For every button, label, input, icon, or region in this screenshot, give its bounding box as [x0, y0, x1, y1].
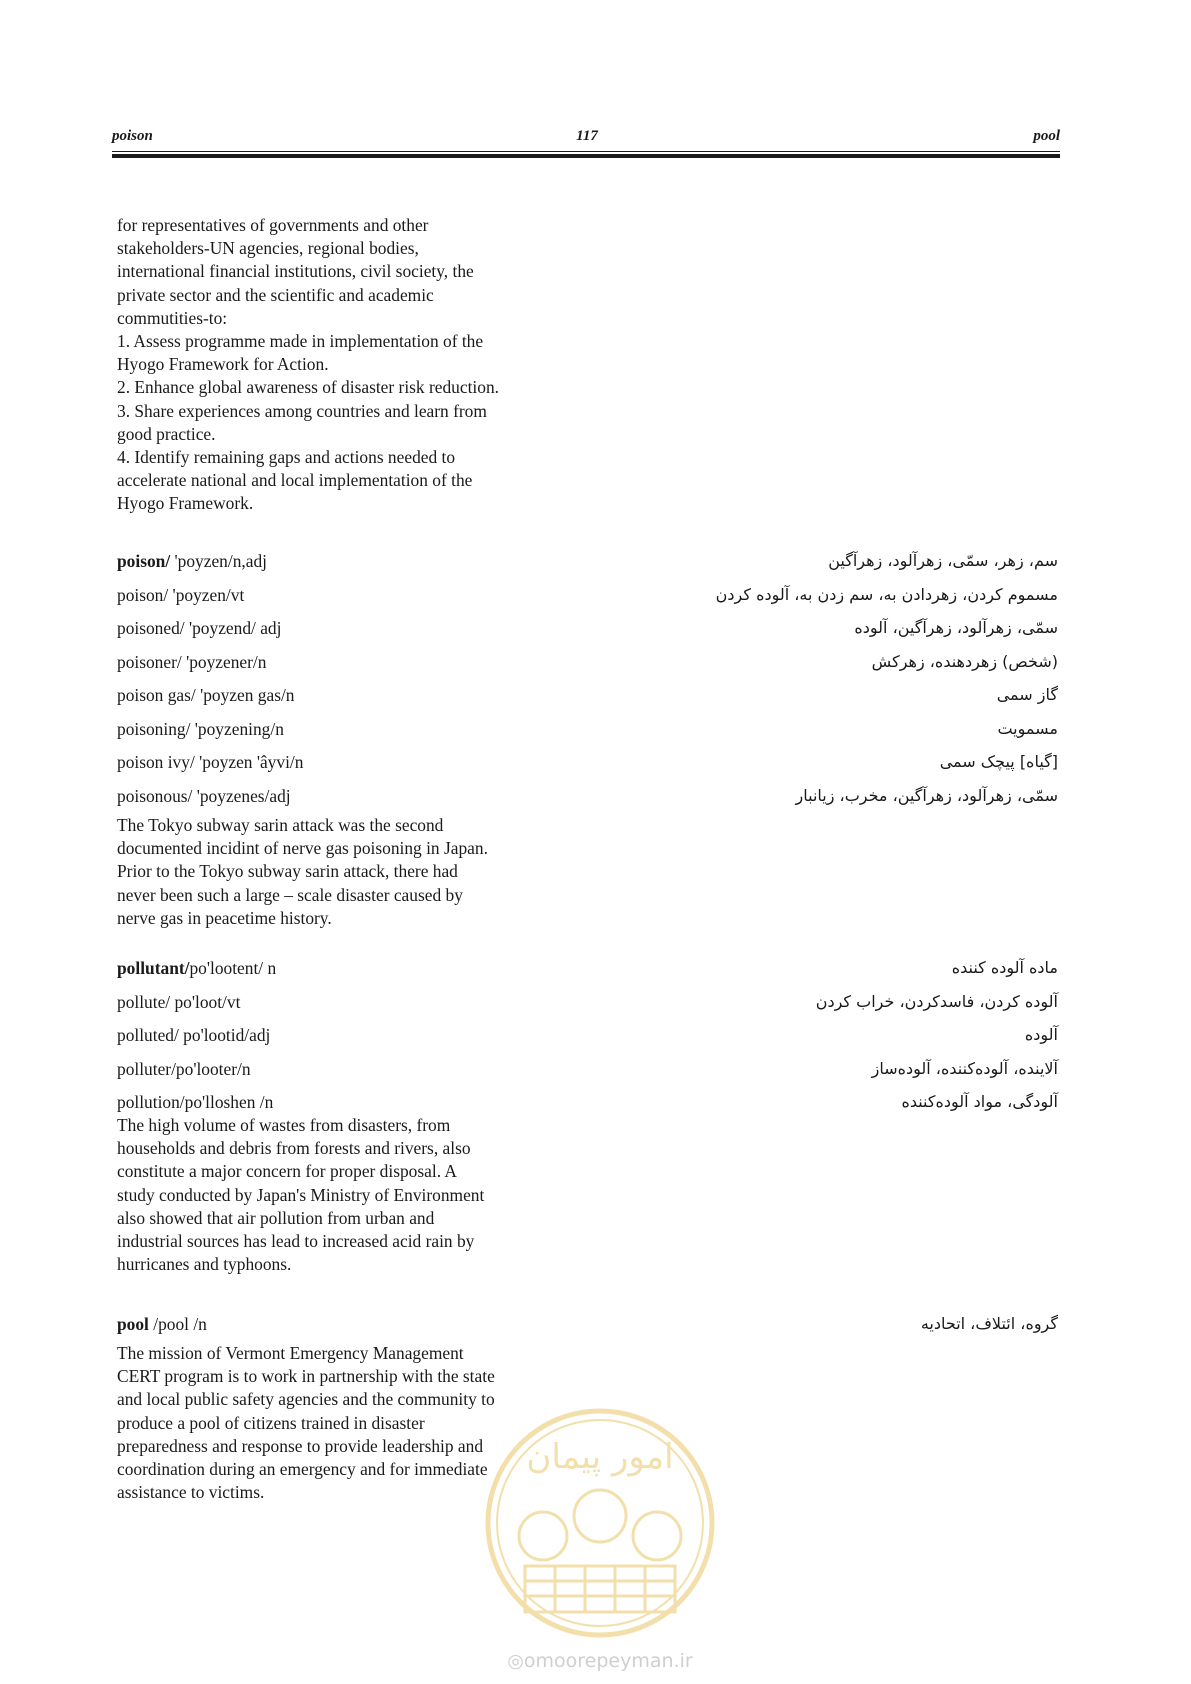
entry-english — [117, 718, 284, 740]
header-last-word: pool — [1033, 128, 1060, 144]
entry-persian: گاز سمی — [996, 685, 1058, 704]
paragraph-line: 3. Share experiences among countries and learn from — [117, 400, 487, 421]
paragraph-line: and local public safety agencies and the community to — [117, 1389, 495, 1410]
paragraph-line: assistance to victims. — [117, 1482, 265, 1503]
paragraph-line: Prior to the Tokyo subway sarin attack, there had — [117, 861, 458, 882]
entry-persian: مسموم کردن، زهردادن به، سم زدن به، آلوده کردن — [715, 585, 1058, 604]
paragraph-line: commutities-to: — [117, 307, 228, 328]
paragraph-line: coordination during an emergency and for immediate — [117, 1459, 488, 1480]
entry-persian: سمّی، زهرآلود، زهرآگین، آلوده — [854, 618, 1058, 637]
entry-pronunciation: poisoning/ 'poyzening/n — [117, 719, 284, 739]
paragraph-line: accelerate national and local implementation of the — [117, 470, 473, 491]
pool-entry-english — [117, 1313, 207, 1335]
entry-english — [117, 651, 266, 673]
entry-english — [117, 617, 281, 639]
entry-pronunciation: pollution/po'lloshen /n — [117, 1092, 274, 1112]
pool-pronunciation: /pool /n — [148, 1314, 207, 1334]
entry-english — [117, 550, 267, 572]
paragraph-line: The high volume of wastes from disasters, from — [117, 1115, 451, 1135]
entry-persian: آلودگی، مواد آلوده‌کننده — [901, 1092, 1058, 1111]
entry-persian: مسمویت — [997, 719, 1058, 738]
intro-paragraph — [117, 214, 562, 516]
entry-pronunciation: pollute/ po'loot/vt — [117, 992, 241, 1012]
header-first-word: poison — [112, 128, 153, 144]
entry-persian: آلاینده، آلوده‌کننده، آلوده‌ساز — [871, 1059, 1058, 1078]
header-rule-thin — [112, 151, 1060, 152]
entry-english — [117, 584, 244, 606]
paragraph-line: CERT program is to work in partnership with the state — [117, 1366, 495, 1387]
entry-persian: سمّی، زهرآلود، زهرآگین، مخرب، زیانبار — [795, 786, 1058, 805]
running-header — [112, 128, 1060, 150]
entry-english — [117, 957, 276, 979]
entry-persian: [گیاه] پیچک سمی — [939, 752, 1058, 771]
entry-english — [117, 1058, 251, 1080]
entry-persian: آلوده کردن، فاسدکردن، خراب کردن — [815, 992, 1058, 1011]
entry-pronunciation: polluter/po'looter/n — [117, 1059, 251, 1079]
entry-persian: آلوده — [1024, 1025, 1058, 1044]
entry-english — [117, 1024, 270, 1046]
paragraph-line: The mission of Vermont Emergency Management — [117, 1343, 464, 1363]
pool-headword: pool — [117, 1314, 149, 1334]
entry-pronunciation: poisonous/ 'poyzenes/adj — [117, 786, 291, 806]
paragraph-line: never been such a large – scale disaster caused by — [117, 884, 463, 905]
paragraph-line: produce a pool of citizens trained in disaster — [117, 1412, 425, 1433]
paragraph-line: good practice. — [117, 423, 216, 444]
paragraph-line: 1. Assess programme made in implementation of the — [117, 331, 484, 352]
page-number: 117 — [576, 128, 598, 144]
paragraph-line: 4. Identify remaining gaps and actions needed to — [117, 447, 456, 468]
watermark-url: ◎omoorepeyman.ir — [507, 1650, 693, 1672]
paragraph-line: study conducted by Japan's Ministry of Environment — [117, 1184, 485, 1205]
entry-english — [117, 1091, 273, 1113]
entry-persian: سم، زهر، سمّی، زهرآلود، زهرآگین — [828, 551, 1058, 570]
watermark-text: امور پیمان — [526, 1437, 674, 1477]
paragraph-line: documented incidint of nerve gas poisoning in Japan. — [117, 838, 488, 859]
entry-pronunciation: poisoned/ 'poyzend/ adj — [117, 618, 282, 638]
entry-headword: poison/ — [117, 551, 171, 571]
paragraph-line: international financial institutions, civil society, the — [117, 261, 474, 282]
entry-pronunciation: poison gas/ 'poyzen gas/n — [117, 685, 295, 705]
paragraph-line: private sector and the scientific and academic — [117, 284, 434, 305]
watermark-url-text: omoorepeyman.ir — [523, 1650, 693, 1672]
entry-english — [117, 785, 291, 807]
entry-english — [117, 991, 240, 1013]
paragraph-line: households and debris from forests and rivers, also — [117, 1138, 471, 1159]
paragraph-line: Hyogo Framework for Action. — [117, 354, 329, 375]
pool-entry-persian: گروه، ائتلاف، اتحادیه — [920, 1314, 1058, 1333]
paragraph-line: hurricanes and typhoons. — [117, 1254, 292, 1275]
paragraph-line: Hyogo Framework. — [117, 493, 254, 514]
paragraph-line: stakeholders-UN agencies, regional bodies, — [117, 238, 419, 259]
paragraph-line: constitute a major concern for proper disposal. A — [117, 1161, 457, 1182]
paragraph-line: industrial sources has lead to increased acid rain by — [117, 1231, 475, 1252]
pollution-paragraph — [117, 1114, 562, 1276]
entry-pronunciation: po'lootent/ n — [189, 958, 277, 978]
entry-pronunciation: 'poyzen/n,adj — [170, 551, 267, 571]
entry-pronunciation: polluted/ po'lootid/adj — [117, 1025, 271, 1045]
entry-persian: ماده آلوده کننده — [951, 958, 1058, 977]
entry-english — [117, 684, 295, 706]
paragraph-line: The Tokyo subway sarin attack was the second — [117, 815, 444, 835]
paragraph-line: nerve gas in peacetime history. — [117, 907, 332, 928]
entry-headword: pollutant/ — [117, 958, 190, 978]
watermark-seal — [483, 1406, 717, 1640]
entry-persian: (شخص) زهردهنده، زهرکش — [871, 652, 1058, 671]
entry-english — [117, 751, 303, 773]
poison-paragraph — [117, 814, 562, 930]
paragraph-line: also showed that air pollution from urban and — [117, 1207, 435, 1228]
entry-pronunciation: poison/ 'poyzen/vt — [117, 585, 245, 605]
paragraph-line: for representatives of governments and other — [117, 215, 429, 235]
paragraph-line: 2. Enhance global awareness of disaster risk reduction. — [117, 377, 499, 398]
entry-pronunciation: poisoner/ 'poyzener/n — [117, 652, 267, 672]
entry-pronunciation: poison ivy/ 'poyzen 'âyvi/n — [117, 752, 304, 772]
paragraph-line: preparedness and response to provide leadership and — [117, 1435, 484, 1456]
header-rule-thick — [112, 154, 1060, 158]
